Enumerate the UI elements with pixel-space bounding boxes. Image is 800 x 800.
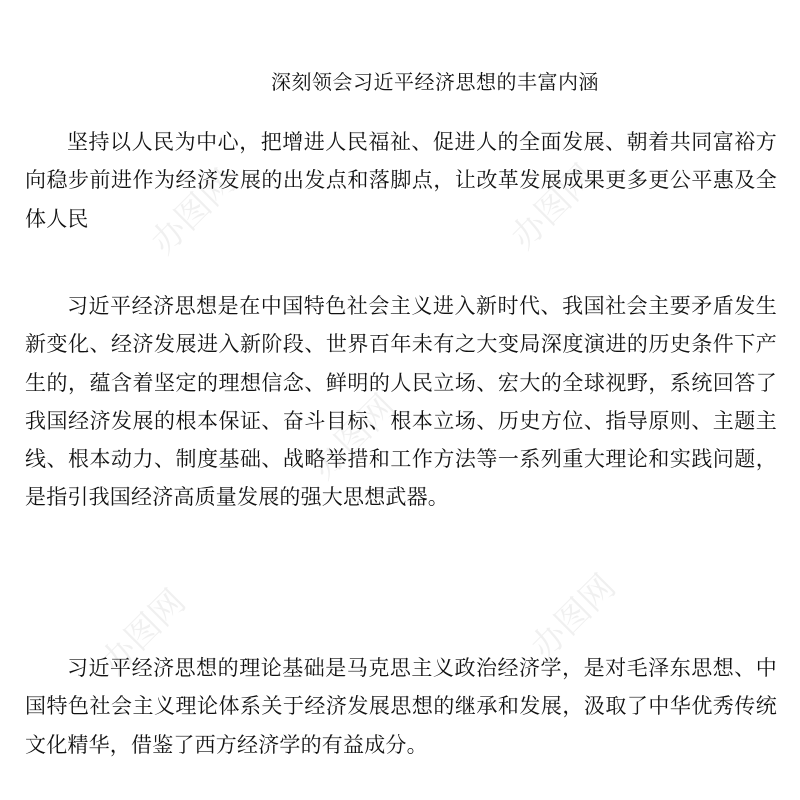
watermark: 办图网 [93,581,194,683]
watermark: 办图网 [303,386,404,488]
watermark: 办图网 [523,566,624,668]
watermark: 办图网 [503,156,604,258]
paragraph-1: 坚持以人民为中心，把增进人民福祉、促进人的全面发展、朝着共同富裕方向稳步前进作为经济发展的出发点和落脚点，让改革发展成果更多更公平惠及全体人民 [25,130,777,231]
document-title: 深刻领会习近平经济思想的丰富内涵 [271,70,599,94]
paragraph-2: 习近平经济思想是在中国特色社会主义进入新时代、我国社会主要矛盾发生新变化、经济发展进入新阶段、世界百年未有之大变局深度演进的历史条件下产生的，蕴含着坚定的理想信念、鲜明的人民立场、宏大的全球视野，系统回答了我国经济发展的根本保证、奋斗目标、根本立场、历史方位、指导原则、主题主线、根本动力、制度基础、战略举措和工作方法等一系列重大理论和实践问题，是指引我国经济高质量发展的强大思想武器。 [25,294,777,510]
paragraph-3: 习近平经济思想的理论基础是马克思主义政治经济学，是对毛泽东思想、中国特色社会主义理论体系关于经济发展思想的继承和发展，汲取了中华优秀传统文化精华，借鉴了西方经济学的有益成分。 [25,656,777,757]
watermark: 办图网 [143,161,244,263]
